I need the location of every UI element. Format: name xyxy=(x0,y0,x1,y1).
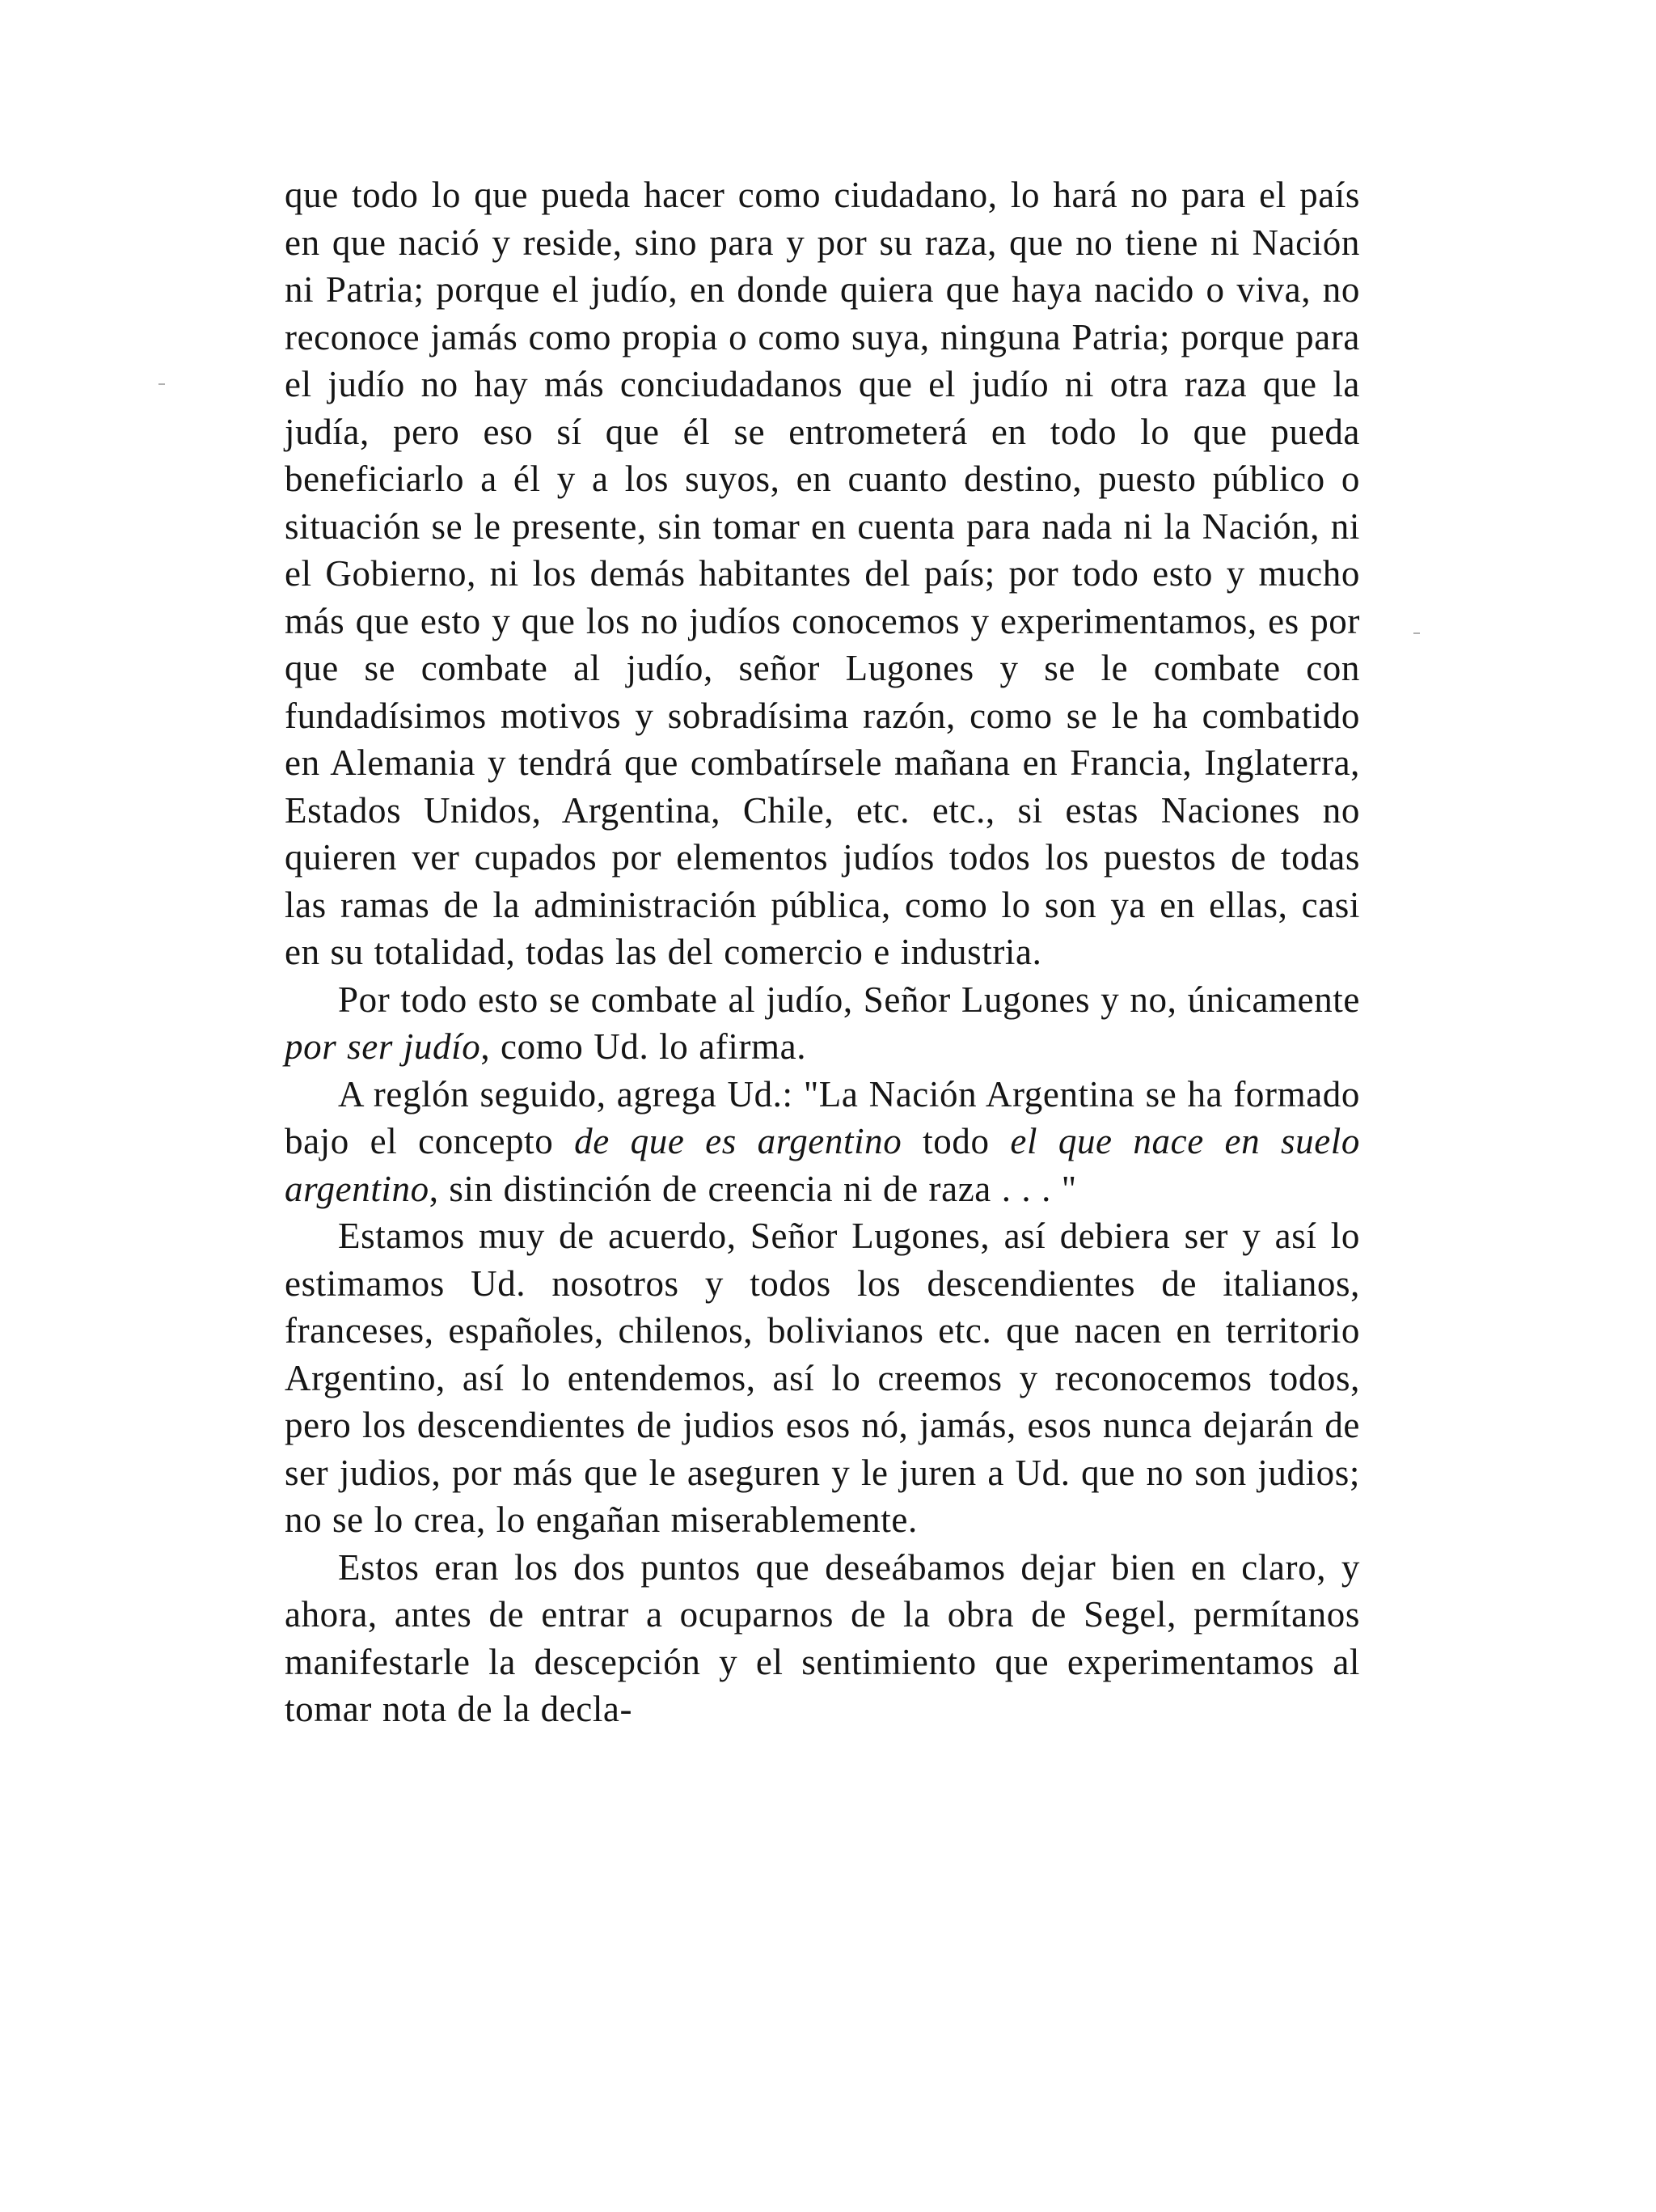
paragraph-2-text-b: , como Ud. lo afirma. xyxy=(480,1026,807,1067)
body-text xyxy=(285,171,1360,1733)
paragraph-2-text-a: Por todo esto se combate al judío, Señor Lugones y no, únicamente xyxy=(338,979,1360,1020)
paragraph-4-text: Estamos muy de acuerdo, Señor Lugones, así debiera ser y así lo estimamos Ud. nosotros y todos los descendientes de italianos, franceses, españoles, chilenos, bolivianos etc. que nacen en territorio Argentino, así lo entendemos, así lo creemos y reconocemos todos, pero los descendientes de judios esos nó, jamás, esos nunca dejarán de ser judios, por más que le aseguren y le juren a Ud. que no son judios; no se lo crea, lo engañan miserablemente. xyxy=(285,1216,1360,1540)
paragraph-1-text: que todo lo que pueda hacer como ciudadano, lo hará no para el país en que nació y reside, sino para y por su raza, que no tiene ni Nación ni Patria; porque el judío, en donde quiera que haya nacido o viva, no reconoce jamás como propia o como suya, ninguna Patria; porque para el judío no hay más conciudadanos que el judío ni otra raza que la judía, pero eso sí que él se entrometerá en todo lo que pueda beneficiarlo a él y a los suyos, en cuanto destino, puesto público o situación se le presente, sin tomar en cuenta para nada ni la Nación, ni el Gobierno, ni los demás habitantes del país; por todo esto y mucho más que esto y que los no judíos conocemos y experimentamos, es por que se combate al judío, señor Lugones y se le combate con fundadísimos motivos y sobradísima razón, como se le ha combatido en Alemania y tendrá que combatírsele mañana en Francia, Inglaterra, Estados Unidos, Argentina, Chile, etc. etc., si estas Naciones no quieren ver cupados por elementos judíos todos los puestos de todas las ramas de la administración pública, como lo son ya en ellas, casi en su totalidad, todas las del comercio e industria. xyxy=(285,175,1360,972)
paragraph-1 xyxy=(285,171,1360,976)
paragraph-5-text: Estos eran los dos puntos que deseábamos dejar bien en claro, y ahora, antes de entrar a ocuparnos de la obra de Segel, permítanos manifestarle la descepción y el sentimiento que experimentamos al tomar nota de la decla- xyxy=(285,1546,1360,1729)
margin-mark-right xyxy=(1413,632,1420,634)
margin-mark-left xyxy=(158,383,165,385)
paragraph-3-italic-b: el que nace en suelo argentino xyxy=(285,1121,1361,1209)
paragraph-2 xyxy=(285,976,1360,1071)
paragraph-3-text-b: todo xyxy=(902,1121,1011,1161)
paragraph-3-text-a: A reglón seguido, agrega Ud.: "La Nación Argentina se ha formado bajo el concepto xyxy=(285,1073,1360,1161)
paragraph-2-italic: por ser judío xyxy=(285,1026,481,1067)
paragraph-4 xyxy=(285,1212,1360,1544)
paragraph-5 xyxy=(285,1544,1360,1733)
paragraph-3-italic-a: de que es argentino xyxy=(574,1121,902,1161)
paragraph-3 xyxy=(285,1071,1360,1213)
paragraph-3-text-c: , sin distinción de creencia ni de raza . . . " xyxy=(429,1168,1077,1209)
